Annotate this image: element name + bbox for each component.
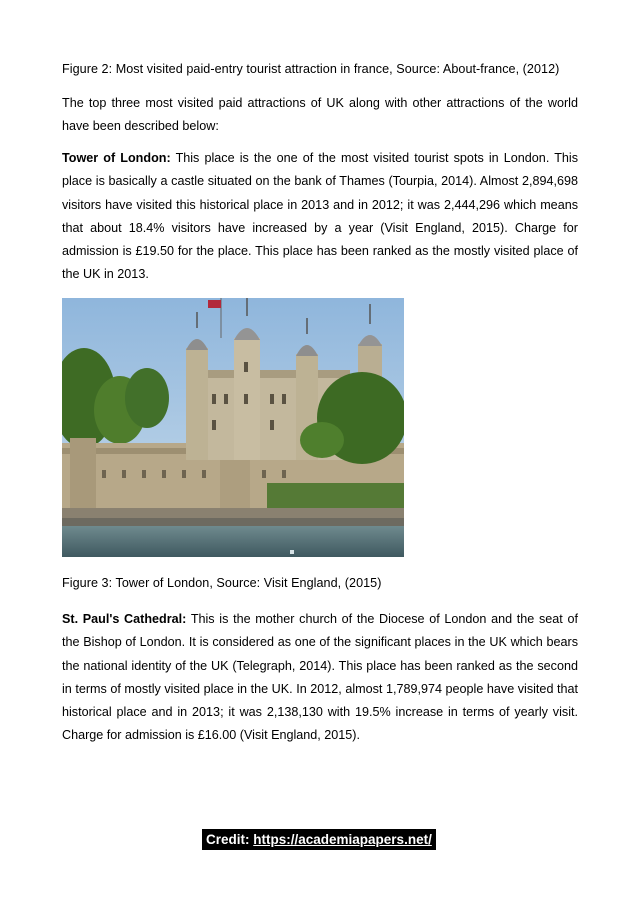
tower-of-london-paragraph — [62, 147, 578, 287]
st-pauls-body: This is the mother church of the Diocese of London and the seat of the Bishop of London. It is considered as one of the significant places in the UK which bears the national identity of the UK (Telegraph, 2014). This place has been ranked as the second in terms of mostly visited place in the UK. In 2012, almost 1,789,974 people have visited that historical place and in 2013; it was 2,138,130 with 19.5% increase in terms of yearly visit. Charge for admission is £16.00 (Visit England, 2015). — [62, 612, 578, 743]
tower-of-london-photo — [62, 298, 404, 557]
credit-label: Credit: — [206, 832, 250, 847]
credit-banner — [202, 829, 436, 850]
st-pauls-heading: St. Paul's Cathedral: — [62, 612, 187, 626]
figure-2-caption: Figure 2: Most visited paid-entry tourist attraction in france, Source: About-france, (2012) — [62, 62, 560, 76]
credit-link[interactable]: https://academiapapers.net/ — [253, 832, 432, 847]
st-pauls-paragraph — [62, 608, 578, 748]
tower-of-london-heading: Tower of London: — [62, 151, 171, 165]
intro-paragraph: The top three most visited paid attractions of UK along with other attractions of the world have been described below: — [62, 96, 578, 134]
figure-3-caption: Figure 3: Tower of London, Source: Visit England, (2015) — [62, 576, 382, 590]
tower-of-london-body: This place is the one of the most visited tourist spots in London. This place is basically a castle situated on the bank of Thames (Tourpia, 2014). Almost 2,894,698 visitors have visited this historical place in 2013 and in 2012; it was 2,444,296 which means that about 18.4% visitors have increased by a year (Visit England, 2015). Charge for admission is £19.50 for the place. This place has been ranked as the mostly visited place of the UK in 2013. — [62, 151, 579, 282]
